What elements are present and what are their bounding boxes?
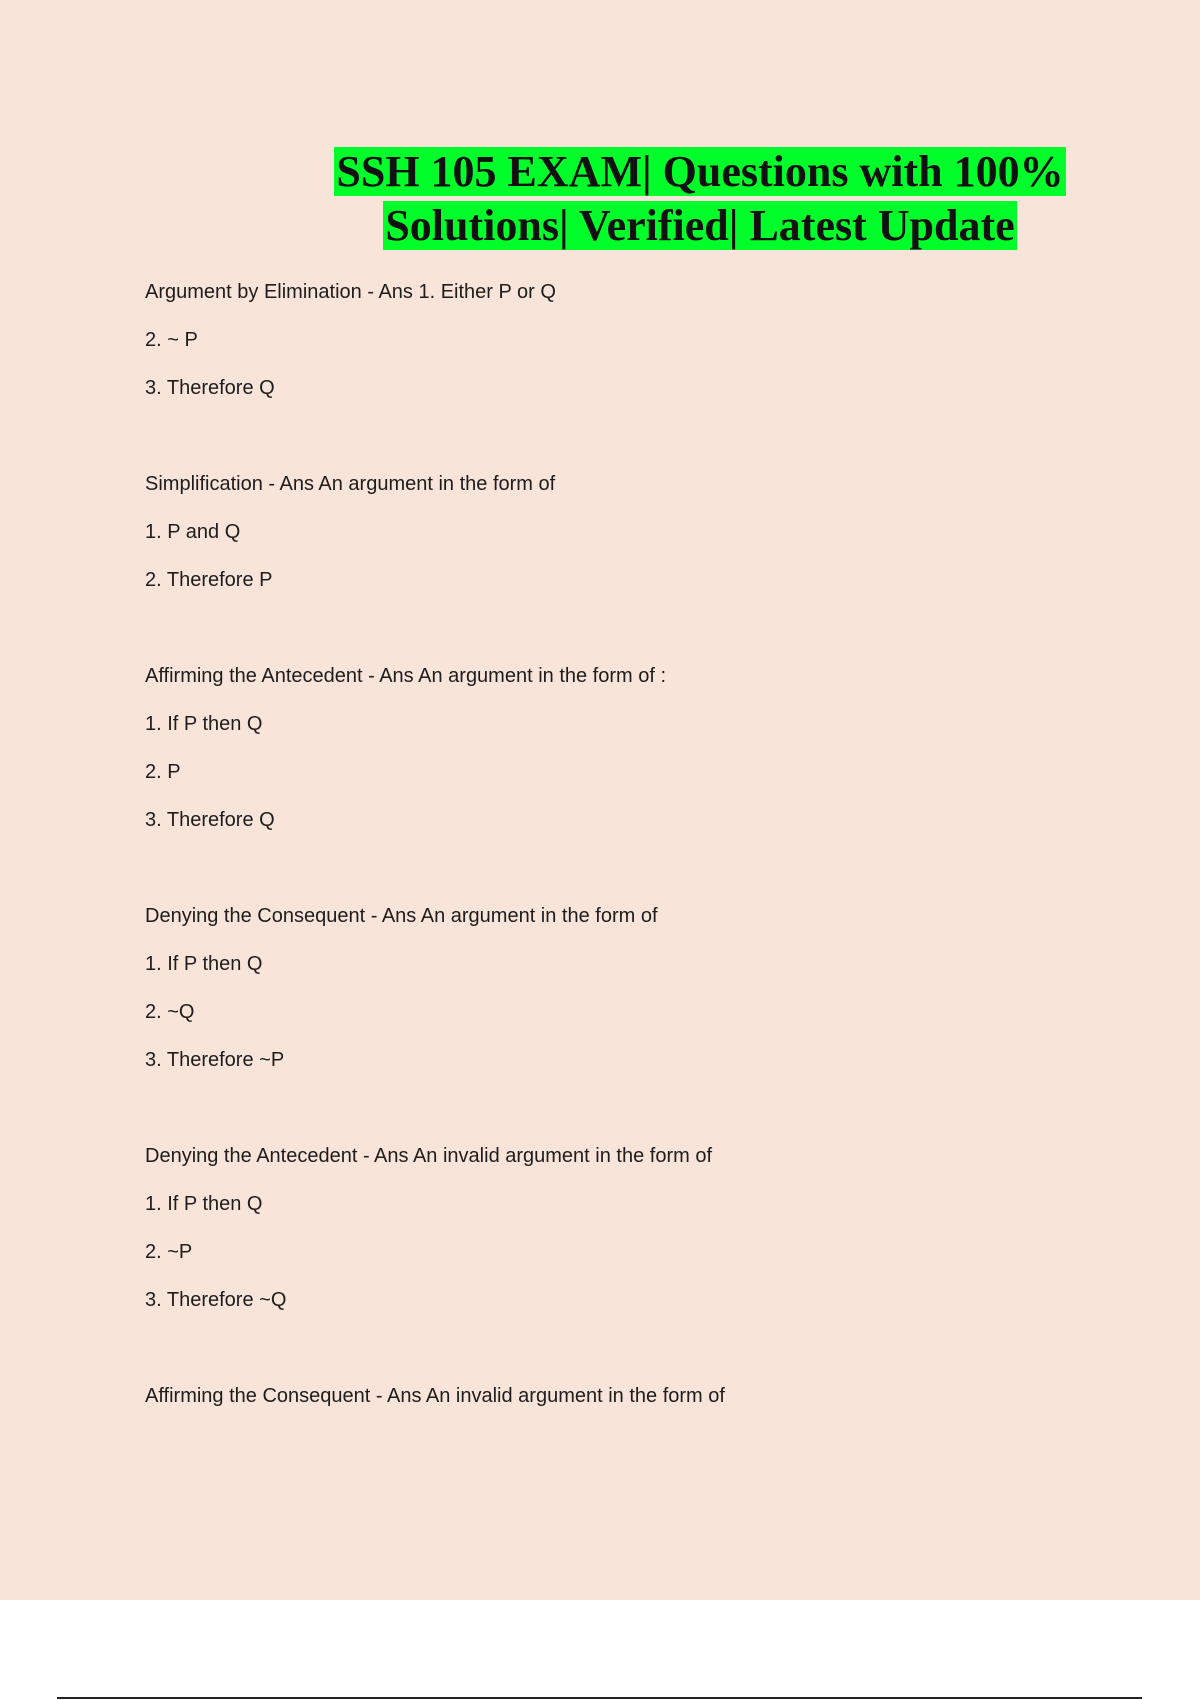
- qa-entry: [145, 896, 1105, 1088]
- qa-list: [145, 272, 1105, 1472]
- qa-step-line: 1. If P then Q: [145, 713, 263, 735]
- qa-entry: [145, 464, 1105, 608]
- qa-step-line: 3. Therefore Q: [145, 377, 275, 399]
- qa-step-line: 1. If P then Q: [145, 953, 263, 975]
- qa-entry: [145, 1376, 1105, 1424]
- qa-term-line: Affirming the Consequent - Ans An invalid argument in the form of: [145, 1385, 725, 1407]
- qa-entry: [145, 1136, 1105, 1328]
- title-line-1: SSH 105 EXAM| Questions with 100%: [336, 147, 1064, 196]
- document-title: [330, 145, 1070, 253]
- qa-step-line: 2. ~ P: [145, 329, 198, 351]
- qa-term-line: Affirming the Antecedent - Ans An argument in the form of :: [145, 665, 667, 687]
- qa-step-line: 2. Therefore P: [145, 569, 273, 591]
- footer-divider: [57, 1697, 1142, 1699]
- qa-entry: [145, 272, 1105, 416]
- title-line-2: Solutions| Verified| Latest Update: [385, 201, 1015, 250]
- qa-step-line: 2. ~Q: [145, 1001, 195, 1023]
- qa-term-line: Argument by Elimination - Ans 1. Either P or Q: [145, 281, 556, 303]
- qa-step-line: 2. ~P: [145, 1241, 193, 1263]
- qa-step-line: 2. P: [145, 761, 181, 783]
- qa-term-line: Denying the Consequent - Ans An argument in the form of: [145, 905, 658, 927]
- qa-step-line: 1. P and Q: [145, 521, 241, 543]
- qa-step-line: 3. Therefore Q: [145, 809, 275, 831]
- qa-term-line: Denying the Antecedent - Ans An invalid argument in the form of: [145, 1145, 713, 1167]
- qa-step-line: 1. If P then Q: [145, 1193, 263, 1215]
- qa-term-line: Simplification - Ans An argument in the form of: [145, 473, 556, 495]
- qa-entry: [145, 656, 1105, 848]
- qa-step-line: 3. Therefore ~P: [145, 1049, 285, 1071]
- qa-step-line: 3. Therefore ~Q: [145, 1289, 287, 1311]
